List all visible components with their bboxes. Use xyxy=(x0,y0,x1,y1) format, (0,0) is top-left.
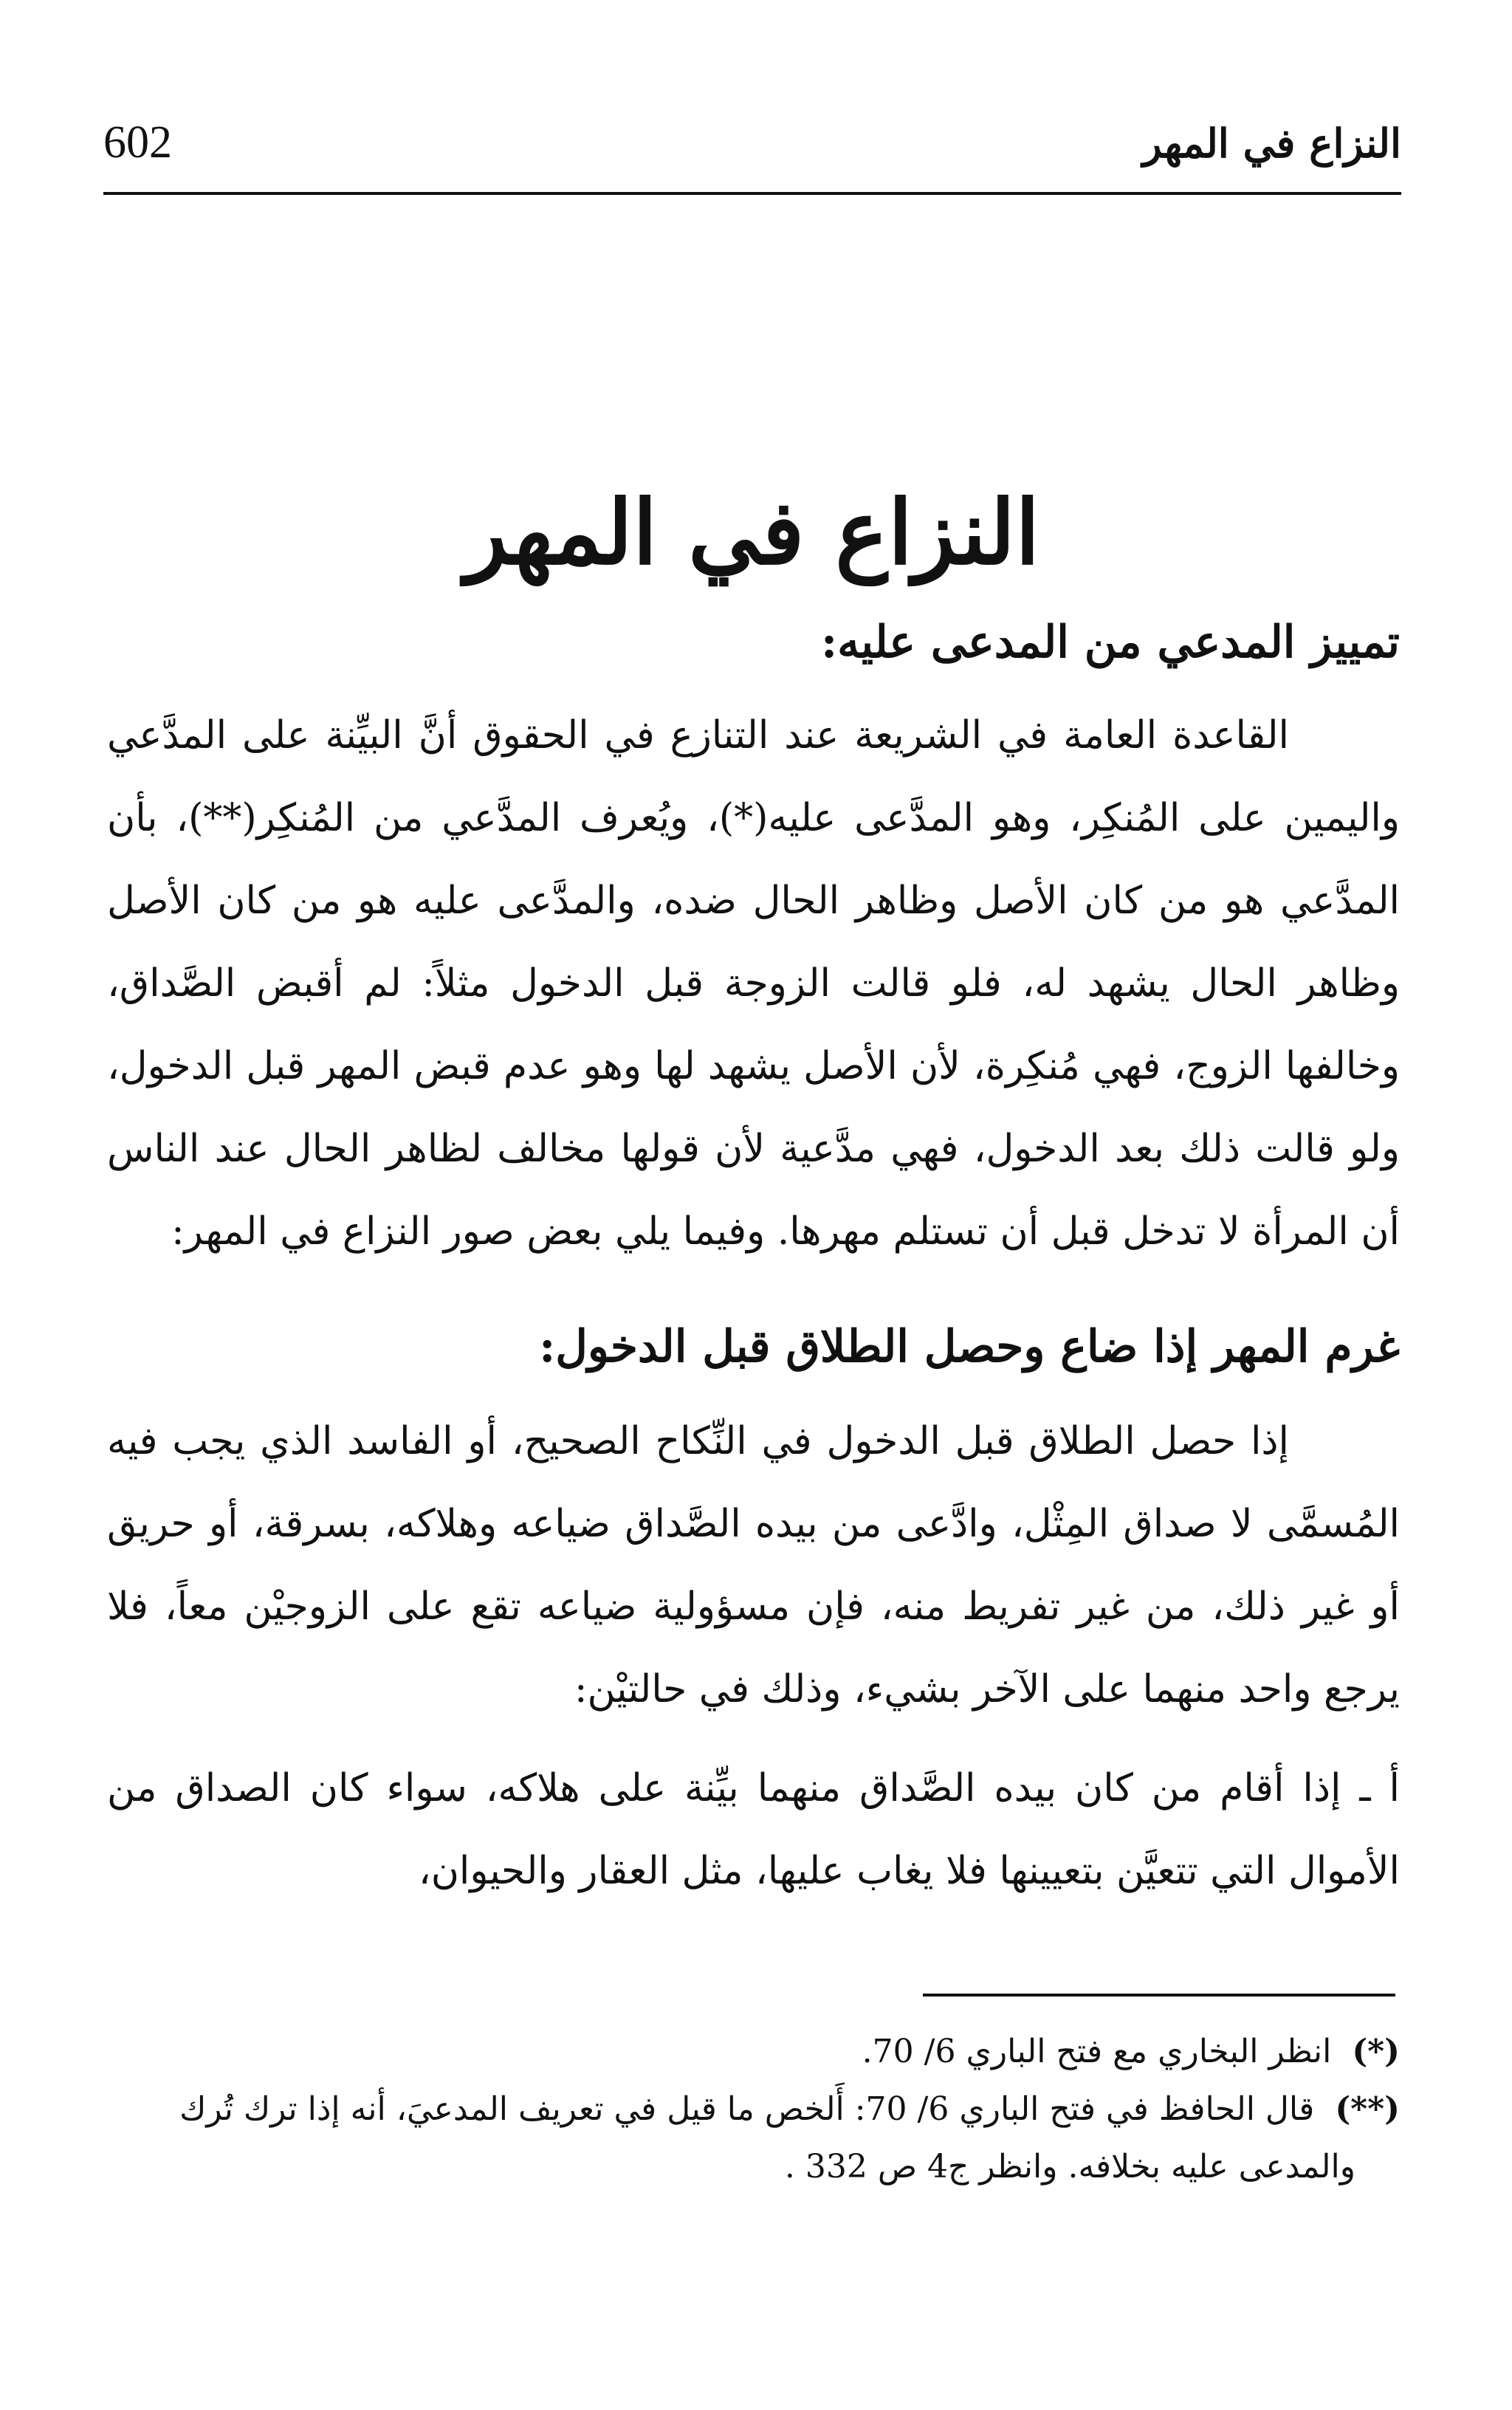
running-title: النزاع في المهر xyxy=(1142,120,1401,167)
list-item: أ ـ إذا أقام من كان بيده الصَّداق منهما بيِّنة على هلاكه، سواء كان الصداق من الأموال التي تتعيَّن بتعيينها فلا يغاب عليها، مثل العقار والحيوان، xyxy=(107,1766,1400,1893)
footnote-marker: (*) xyxy=(1352,2033,1400,2070)
footnote-1 xyxy=(107,2023,1400,2081)
footnote-2-continued: والمدعى عليه بخلافه. وانظر ج4 ص 332 . xyxy=(784,2148,1355,2186)
main-content xyxy=(107,598,1400,1912)
footnote-text: انظر البخاري مع فتح الباري 6/ 70. xyxy=(862,2033,1332,2070)
paragraph: إذا حصل الطلاق قبل الدخول في النِّكاح الصحيح، أو الفاسد الذي يجب فيه المُسمَّى لا صداق المِثْل، وادَّعى من بيده الصَّداق ضياعه وهلاكه، بسرقة، أو حريق أو غير ذلك، من غير تفريط منه، فإن مسؤولية ضياعه تقع على الزوجيْن معاً، فلا يرجع واحد منهما على الآخر بشيء، وذلك في حالتيْن: xyxy=(107,1419,1400,1712)
footnotes xyxy=(107,2023,1400,2196)
paragraph: القاعدة العامة في الشريعة عند التنازع في الحقوق أنَّ البيِّنة على المدَّعي واليمين على المُنكِر، وهو المدَّعى عليه(*)، ويُعرف المدَّعي من المُنكِر(**)، بأن المدَّعي هو من كان الأصل وظاهر الحال ضده، والمدَّعى عليه هو من كان الأصل وظاهر الحال يشهد له، فلو قالت الزوجة قبل الدخول مثلاً: لم أقبض الصَّداق، وخالفها الزوج، فهي مُنكِرة، لأن الأصل يشهد لها وهو عدم قبض المهر قبل الدخول، ولو قالت ذلك بعد الدخول، فهي مدَّعية لأن قولها مخالف لظاهر الحال عند الناس أن المرأة لا تدخل قبل أن تستلم مهرها. وفيما يلي بعض صور النزاع في المهر: xyxy=(107,713,1400,1254)
footnote-marker: (**) xyxy=(1335,2090,1400,2128)
footnote-2 xyxy=(107,2081,1400,2138)
section-heading: غرم المهر إذا ضاع وحصل الطلاق قبل الدخول: xyxy=(539,1321,1400,1373)
page-number: 602 xyxy=(103,117,172,168)
running-header xyxy=(103,111,1401,195)
chapter-title: النزاع في المهر xyxy=(464,481,1040,586)
footnote-divider xyxy=(923,1994,1395,1997)
footnote-text: قال الحافظ في فتح الباري 6/ 70: أَلخص ما قيل في تعريف المدعيَ، أنه إذا ترك تُرك xyxy=(179,2090,1315,2128)
section-heading: تمييز المدعي من المدعى عليه: xyxy=(820,617,1400,668)
